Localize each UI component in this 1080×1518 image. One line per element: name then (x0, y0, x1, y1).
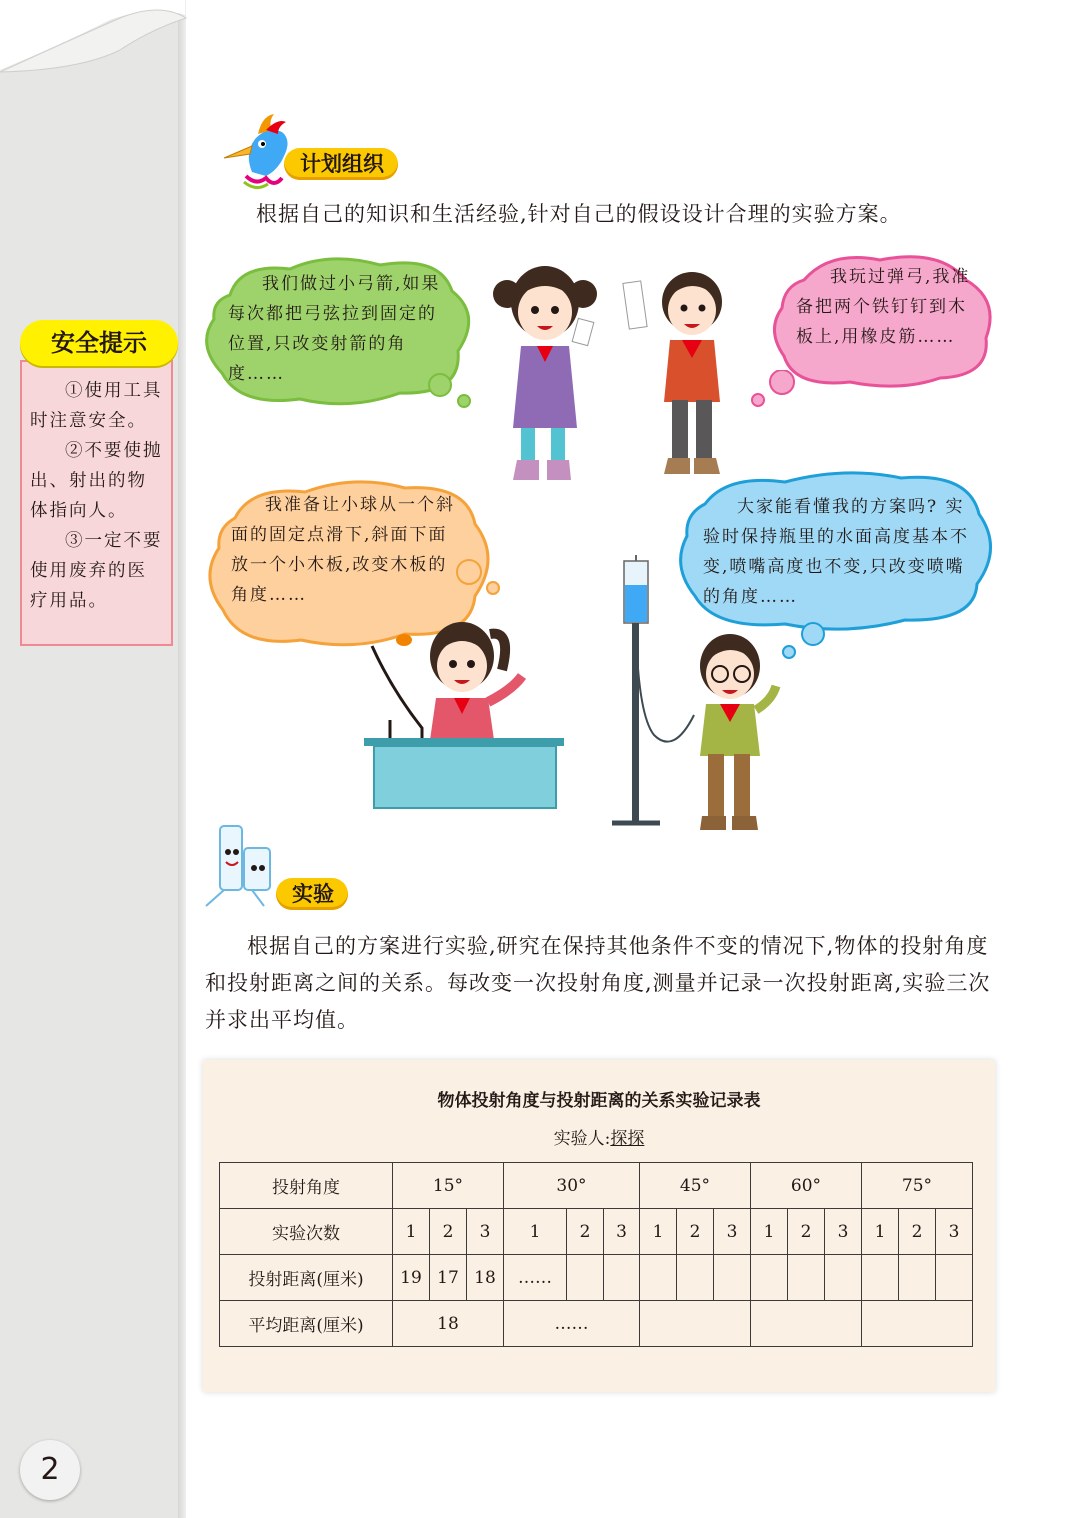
plan-intro-text: 根据自己的知识和生活经验,针对自己的假设设计合理的实验方案。 (256, 202, 902, 226)
record-table-title: 物体投射角度与投射距离的关系实验记录表 (437, 1091, 761, 1111)
angle-cell: 45° (640, 1163, 751, 1209)
page-curl-icon (0, 0, 200, 90)
angle-cell: 15° (393, 1163, 504, 1209)
distance-cell (825, 1255, 862, 1301)
table-row-average (220, 1301, 973, 1347)
trial-cell: 1 (640, 1209, 677, 1255)
average-cell-ellipsis: …… (504, 1301, 640, 1347)
plan-section-header (222, 112, 422, 176)
distance-cell: 17 (430, 1255, 467, 1301)
page-fold-edge (178, 0, 186, 1518)
distance-cell (677, 1255, 714, 1301)
angle-cell: 75° (862, 1163, 973, 1209)
table-row-trials (220, 1209, 973, 1255)
speech-bubble-ball-slope-text: 我准备让小球从一个斜面的固定点滑下,斜面下面放一个小木板,改变木板的角度…… (231, 495, 455, 605)
safety-tip-1: ①使用工具时注意安全。 (30, 381, 163, 431)
distance-cell (899, 1255, 936, 1301)
speech-bubble-slingshot-text: 我玩过弹弓,我准备把两个铁钉钉到木板上,用橡皮筋…… (796, 267, 971, 347)
trial-cell: 3 (467, 1209, 504, 1255)
trial-cell: 1 (751, 1209, 788, 1255)
distance-cell (640, 1255, 677, 1301)
distance-cell (567, 1255, 604, 1301)
experimenter-label: 实验人: (553, 1129, 611, 1149)
row-label-average: 平均距离(厘米) (220, 1301, 393, 1347)
angle-cell: 60° (751, 1163, 862, 1209)
distance-cell (936, 1255, 973, 1301)
experiment-section-header (204, 822, 374, 906)
distance-cell (714, 1255, 751, 1301)
speech-bubble-bow-text: 我们做过小弓箭,如果每次都把弓弦拉到固定的位置,只改变射箭的角度…… (228, 274, 441, 384)
girl-with-paper-illustration (485, 258, 605, 488)
safety-tips-title: 安全提示 (20, 320, 178, 366)
trial-cell: 2 (788, 1209, 825, 1255)
trial-cell: 2 (430, 1209, 467, 1255)
average-cell (751, 1301, 862, 1347)
angle-cell: 30° (504, 1163, 640, 1209)
boy-with-glasses-illustration (680, 630, 790, 840)
row-label-distance: 投射距离(厘米) (220, 1255, 393, 1301)
trial-cell: 1 (393, 1209, 430, 1255)
trial-cell: 1 (504, 1209, 567, 1255)
distance-cell: 19 (393, 1255, 430, 1301)
record-table (219, 1162, 973, 1347)
trial-cell: 1 (862, 1209, 899, 1255)
average-cell: 18 (393, 1301, 504, 1347)
experiment-section-title: 实验 (276, 878, 348, 910)
experimenter-name: 探探 (610, 1129, 645, 1149)
distance-cell: 18 (467, 1255, 504, 1301)
trial-cell: 2 (567, 1209, 604, 1255)
distance-cell (751, 1255, 788, 1301)
experiment-instructions-text: 根据自己的方案进行实验,研究在保持其他条件不变的情况下,物体的投射角度和投射距离之间的关系。每改变一次投射角度,测量并记录一次投射距离,实验三次并求出平均值。 (205, 934, 991, 1032)
row-label-angle: 投射角度 (220, 1163, 393, 1209)
plan-section-title: 计划组织 (284, 148, 398, 180)
trial-cell: 3 (936, 1209, 973, 1255)
trial-cell: 2 (899, 1209, 936, 1255)
table-row-angle (220, 1163, 973, 1209)
experimenter-line (203, 1124, 995, 1149)
speech-bubble-bow (200, 255, 480, 415)
distance-cell-ellipsis: …… (504, 1255, 567, 1301)
safety-tips-panel (20, 320, 175, 646)
girl-at-slope-desk-illustration (362, 610, 572, 810)
average-cell (862, 1301, 973, 1347)
page-number: 2 (20, 1440, 80, 1500)
safety-tip-2: ②不要使抛出、射出的物体指向人。 (30, 441, 163, 521)
speech-bubble-water-nozzle (675, 470, 995, 635)
trial-cell: 2 (677, 1209, 714, 1255)
speech-bubble-water-nozzle-text: 大家能看懂我的方案吗? 实验时保持瓶里的水面高度基本不变,喷嘴高度也不变,只改变喷嘴的角度…… (703, 497, 969, 607)
speech-bubble-slingshot (770, 252, 1000, 407)
boy-with-paper-illustration (622, 262, 742, 482)
trial-cell: 3 (604, 1209, 640, 1255)
trial-cell: 3 (825, 1209, 862, 1255)
distance-cell (788, 1255, 825, 1301)
distance-cell (604, 1255, 640, 1301)
safety-tip-3: ③一定不要使用废弃的医疗用品。 (30, 531, 163, 611)
experiment-record-card (203, 1060, 995, 1392)
average-cell (640, 1301, 751, 1347)
trial-cell: 3 (714, 1209, 751, 1255)
table-row-distance (220, 1255, 973, 1301)
left-margin-panel (0, 0, 185, 1518)
row-label-trials: 实验次数 (220, 1209, 393, 1255)
safety-tips-box (20, 360, 173, 646)
distance-cell (862, 1255, 899, 1301)
